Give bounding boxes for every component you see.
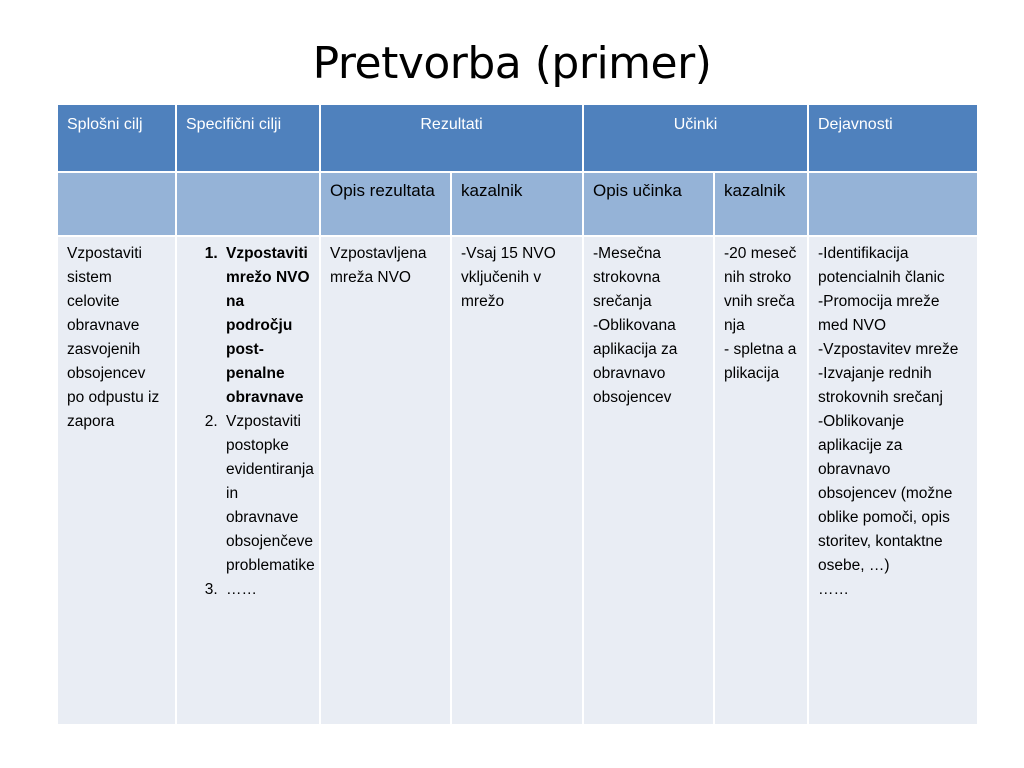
subheader-kazalnik-rezultata: kazalnik <box>451 172 583 236</box>
list-item: -Izvajanje rednih strokovnih srečanj <box>818 365 943 406</box>
subheader-kazalnik-ucinka: kazalnik <box>714 172 808 236</box>
header-splosni-cilj: Splošni cilj <box>57 104 176 172</box>
cell-dejavnosti <box>808 236 978 725</box>
list-item: -Mesečna strokovna srečanja <box>593 245 662 310</box>
cell-kazalnik-ucinka <box>714 236 808 725</box>
list-item: -Promocija mreže med NVO <box>818 293 940 334</box>
list-item: 3. …… <box>222 578 310 602</box>
table-row <box>57 236 978 725</box>
header-row <box>57 104 978 172</box>
header-dejavnosti: Dejavnosti <box>808 104 978 172</box>
subheader-empty-1 <box>57 172 176 236</box>
list-item: -Oblikovanje aplikacije za obravnavo obsojencev (možne oblike pomoči, opis storitev, kontaktne osebe, …) <box>818 413 953 574</box>
cell-splosni-cilj: Vzpostaviti sistem celovite obravnave zasvojenih obsojencev po odpustu iz zapora <box>57 236 176 725</box>
cell-specificni-cilji <box>176 236 320 725</box>
subheader-opis-rezultata: Opis rezultata <box>320 172 451 236</box>
header-rezultati: Rezultati <box>320 104 583 172</box>
logframe-table <box>56 103 979 726</box>
specific-goals-list <box>186 242 315 602</box>
list-item: -20 mesečnih strokovnih srečanja <box>724 245 797 334</box>
list-item: - spletna aplikacija <box>724 341 797 382</box>
list-item: -Vzpostavitev mreže <box>818 341 959 358</box>
subheader-opis-ucinka: Opis učinka <box>583 172 714 236</box>
subheader-empty-3 <box>808 172 978 236</box>
cell-opis-rezultata: Vzpostavljena mreža NVO <box>320 236 451 725</box>
cell-opis-ucinka <box>583 236 714 725</box>
header-specificni-cilji: Specifični cilji <box>176 104 320 172</box>
subheader-empty-2 <box>176 172 320 236</box>
header-ucinki: Učinki <box>583 104 808 172</box>
cell-kazalnik-rezultata: -Vsaj 15 NVO vključenih v mrežo <box>451 236 583 725</box>
slide-title: Pretvorba (primer) <box>312 38 712 89</box>
subheader-row <box>57 172 978 236</box>
list-item: -Oblikovana aplikacija za obravnavo obsojencev <box>593 317 678 406</box>
list-item: 1. Vzpostaviti mrežo NVO na področju post-penalne obravnave <box>222 242 310 410</box>
list-item: -Identifikacija potencialnih članic <box>818 245 945 286</box>
list-item: …… <box>818 581 849 598</box>
list-item: 2. Vzpostaviti postopke evidentiranja in obravnave obsojenčeve problematike <box>222 410 310 578</box>
